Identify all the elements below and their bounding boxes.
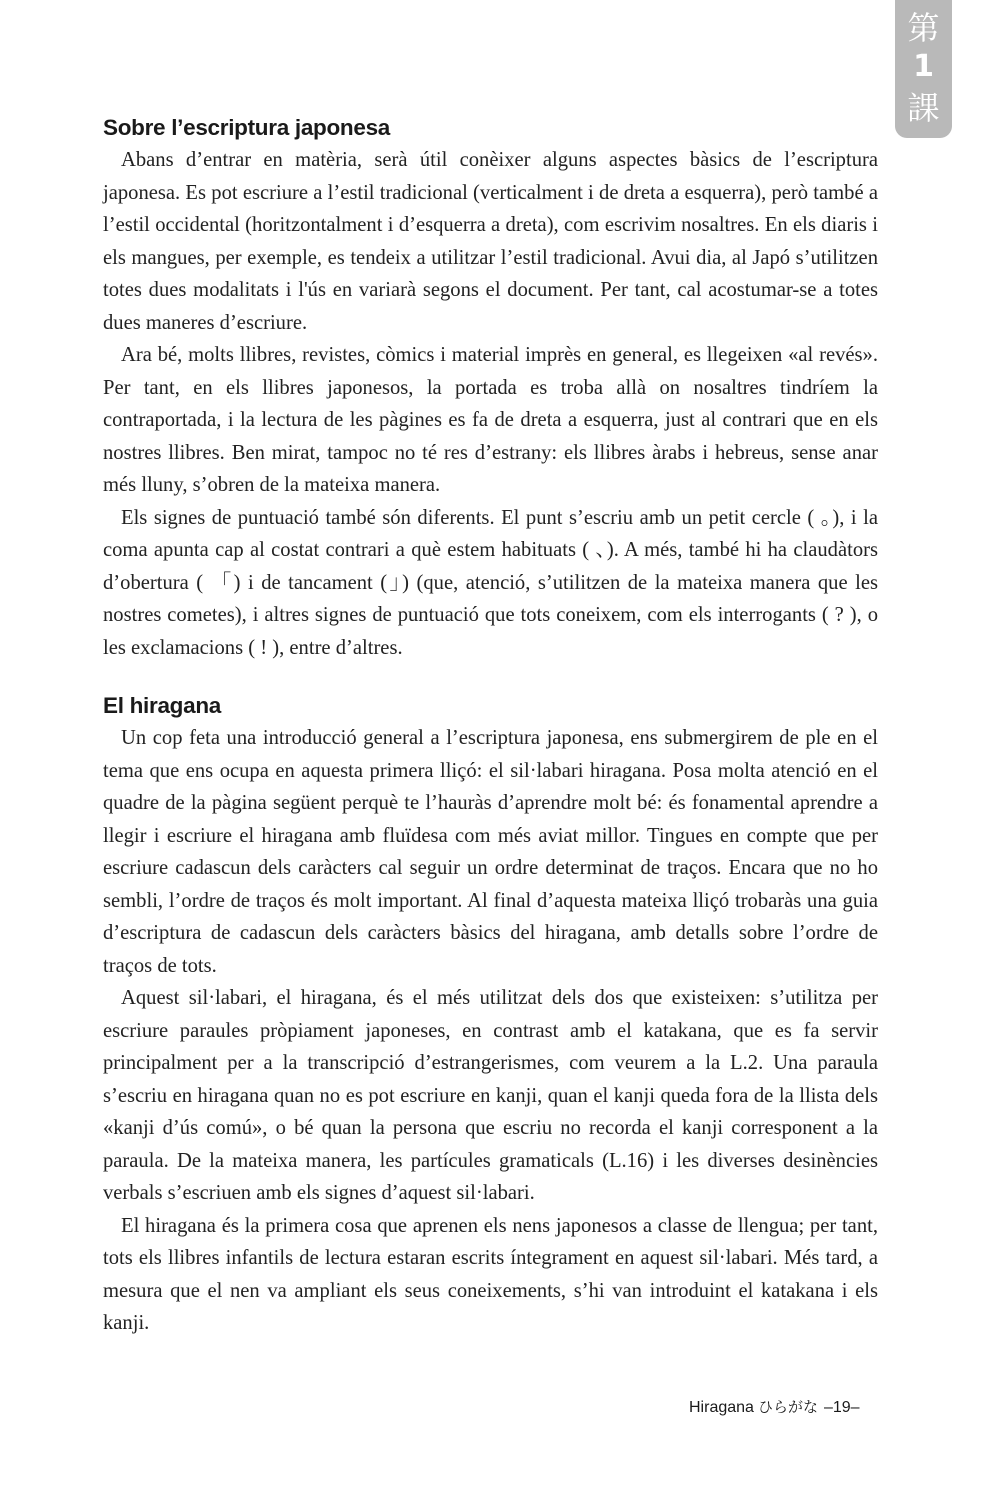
paragraph: Ara bé, molts llibres, revistes, còmics i material imprès en general, es llegeixen «al revés». Per tant, en els llibres japonesos, la portada es troba allà on nosaltres tindríem la contraportada, i la lectura de les pàgines es fa de dreta a esquerra, just al contrari que en els nostres llibres. Ben mirat, tampoc no té res d’estrany: els llibres àrabs i hebreus, sense anar més lluny, s’obren de la mateixa manera. — [103, 344, 878, 496]
chapter-tab-dai: 第 — [907, 9, 940, 47]
chapter-tab — [895, 0, 952, 138]
paragraph: Abans d’entrar en matèria, serà útil conèixer alguns aspectes bàsics de l’escriptura japonesa. Es pot escriure a l’estil tradicional (verticalment i de dreta a esquerra), però també a l’estil occidental (horitzontalment i d’esquerra a dreta), com escrivim nosaltres. En els diaris i els mangues, per exemple, es tendeix a utilitzar l’estil tradicional. Avui dia, al Japó s’utilitzen totes dues modalitats i l'ús en variarà segons el document. Per tant, cal acostumar-se a totes dues maneres d’escriure. — [103, 149, 878, 334]
chapter-tab-number: 1 — [913, 49, 934, 84]
section-hiragana — [103, 690, 878, 1340]
paragraph: Un cop feta una introducció general a l’escriptura japonesa, ens submergirem de ple en el tema que ens ocupa en aquesta primera lliçó: el sil·labari hiragana. Posa molta atenció en el quadre de la pàgina següent perquè te l’hauràs d’aprendre molt bé: és fonamental aprendre a llegir i escriure el hiragana amb fluïdesa com més aviat millor. Tingues en compte que per escriure cadascun dels caràcters cal seguir un ordre determinat de traços. Encara que no ho sembli, l’ordre de traços és molt important. Al final d’aquesta mateixa lliçó trobaràs una guia d’escriptura de cadascun dels caràcters bàsics del hiragana, amb detalls sobre l’ordre de traços de tots. — [103, 727, 878, 977]
paragraph: El hiragana és la primera cosa que aprenen els nens japonesos a classe de llengua; per tant, tots els llibres infantils de lectura estaran escrits íntegrament en aquest sil·labari. Més tard, a mesura que el nen va ampliant els seus coneixements, s’hi van introduint el katakana i els kanji. — [103, 1214, 878, 1334]
page-content — [103, 112, 878, 1340]
page-number: –19– — [823, 1399, 860, 1416]
paragraph: Els signes de puntuació també són diferents. El punt s’escriu amb un petit cercle ( 。), i la coma apunta cap al costat contrari a què estem habituats ( 、). A més, també hi ha claudàtors d’obertura ( 「) i de tancament (」) (que, atenció, s’utilitzen de la mateixa manera que les nostres cometes), i altres signes de puntuació que tots coneixem, com els interrogants ( ? ), o les exclamacions ( ! ), entre d’altres. — [103, 506, 878, 659]
section-writing — [103, 112, 878, 664]
chapter-tab-ka: 課 — [907, 89, 940, 127]
footer-kana: ひらがな — [757, 1398, 818, 1416]
section-heading: El hiragana — [103, 693, 221, 718]
page-footer — [689, 1396, 860, 1417]
footer-title: Hiragana — [689, 1399, 754, 1416]
section-heading: Sobre l’escriptura japonesa — [103, 115, 391, 140]
paragraph: Aquest sil·labari, el hiragana, és el més utilitzat dels dos que existeixen: s’utilitza per escriure paraules pròpiament japoneses, en contrast amb el katakana, que es fa servir principalment per a la transcripció d’estrangerismes, com veurem a la L.2. Una paraula s’escriu en hiragana quan no es pot escriure en kanji, quan el kanji queda fora de la llista dels «kanji d’ús comú», o bé quan la persona que escriu no recorda el kanji corresponent a la paraula. De la mateixa manera, les partícules gramaticals (L.16) i les diverses desinències verbals s’escriuen amb els signes d’aquest sil·labari. — [103, 987, 878, 1204]
